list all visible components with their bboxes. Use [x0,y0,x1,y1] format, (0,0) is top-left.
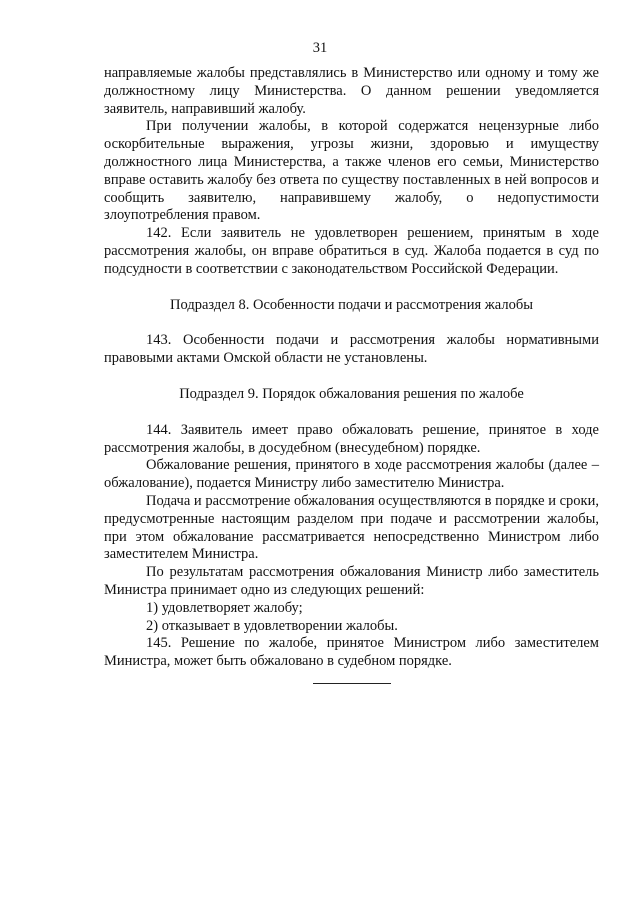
paragraph-appeal-submission: Обжалование решения, принятого в ходе рассмотрения жалобы (далее – обжалование), подается Министру либо заместителю Министра. [104,457,599,492]
list-item-refuse: 2) отказывает в удовлетворении жалобы. [146,617,398,634]
subsection-8-heading: Подраздел 8. Особенности подачи и рассмотрения жалобы [170,296,533,313]
list-item-satisfy: 1) удовлетворяет жалобу; [146,599,303,616]
paragraph-144: 144. Заявитель имеет право обжаловать решение, принятое в ходе рассмотрения жалобы, в досудебном (внесудебном) порядке. [104,421,599,456]
paragraph-143: 143. Особенности подачи и рассмотрения жалобы нормативными правовыми актами Омской области не установлены. [104,332,599,367]
document-body [104,65,599,671]
subsection-9-heading: Подраздел 9. Порядок обжалования решения по жалобе [179,385,524,402]
paragraph-145: 145. Решение по жалобе, принятое Министром либо заместителем Министра, может быть обжаловано в судебном порядке. [104,635,599,670]
paragraph-offensive-complaint: При получении жалобы, в которой содержатся нецензурные либо оскорбительные выражения, угрозы жизни, здоровью и имуществу должностного лица Министерства, а также членов его семьи, Министерство вправе оставить жалобу без ответа по существу поставленных в ней вопросов и сообщить заявителю, направившему жалобу, о недопустимости злоупотребления правом. [104,118,599,224]
page-number: 31 [312,40,328,56]
end-separator-line [313,683,391,684]
paragraph-appeal-procedure: Подача и рассмотрение обжалования осуществляются в порядке и сроки, предусмотренные настоящим разделом при подаче и рассмотрении жалобы, при этом обжалование рассматривается непосредственно Министром либо заместителем Министра. [104,492,599,563]
paragraph-continuation: направляемые жалобы представлялись в Министерство или одному и тому же должностному лицу Министерства. О данном решении уведомляется заявитель, направивший жалобу. [104,65,599,117]
paragraph-142: 142. Если заявитель не удовлетворен решением, принятым в ходе рассмотрения жалобы, он вправе обратиться в суд. Жалоба подается в суд по подсудности в соответствии с законодательством Российской Федерации. [104,225,599,277]
paragraph-appeal-decisions: По результатам рассмотрения обжалования Министр либо заместитель Министра принимает одно из следующих решений: [104,564,599,598]
